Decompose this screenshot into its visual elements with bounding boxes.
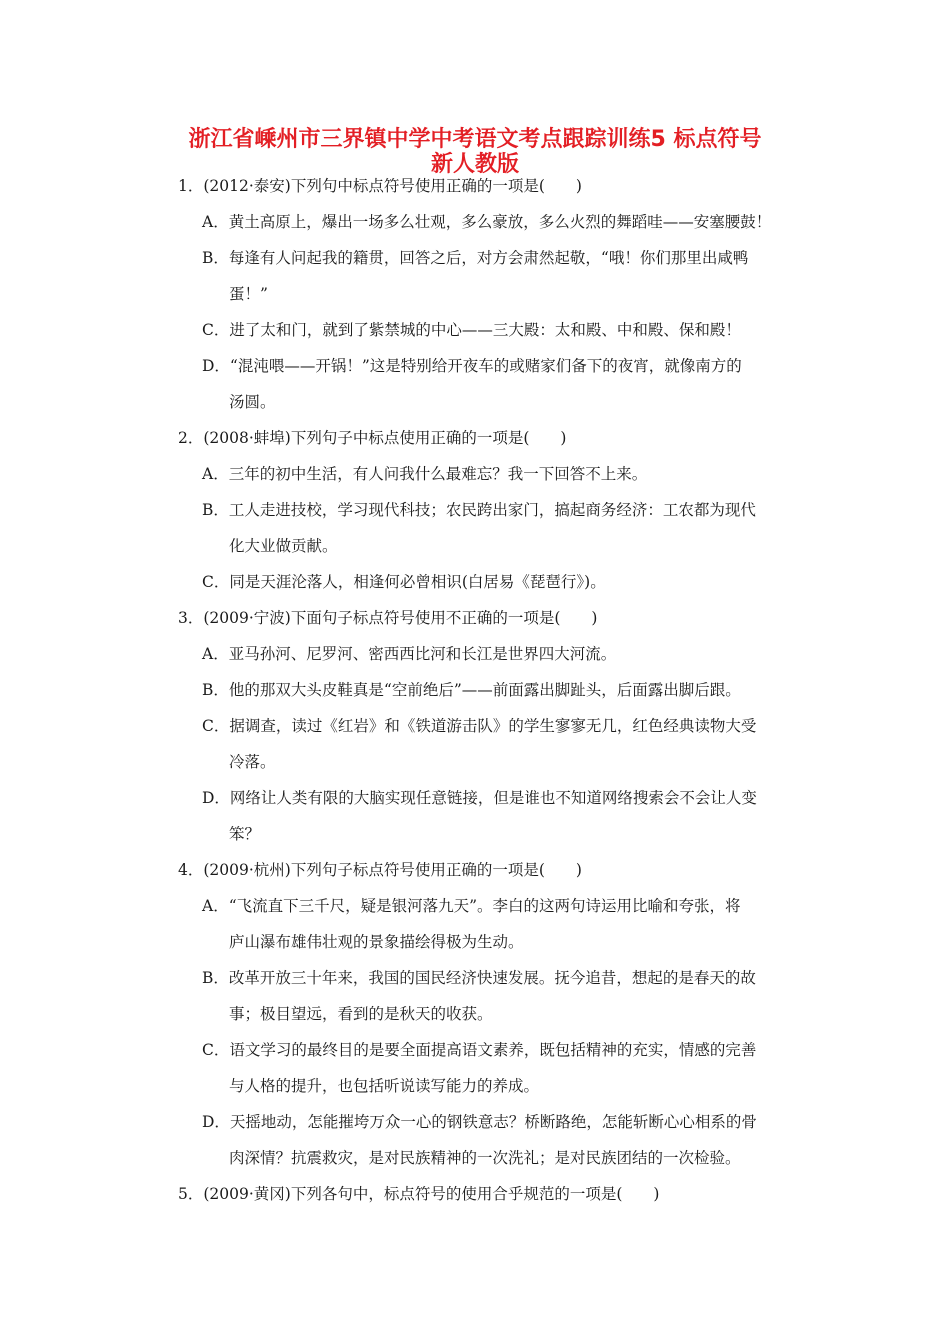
question-4-option-a-continued: 庐山瀑布雄伟壮观的景象描绘得极为生动。 xyxy=(229,933,524,951)
question-1-option-a: A．黄土高原上，爆出一场多么壮观，多么豪放，多么火烈的舞蹈哇——安塞腰鼓！ xyxy=(202,213,772,231)
question-3-stem: 3．(2009·宁波)下面句子标点符号使用不正确的一项是( ) xyxy=(178,609,598,627)
question-5-stem: 5．(2009·黄冈)下列各句中，标点符号的使用合乎规范的一项是( ) xyxy=(178,1185,660,1203)
question-3-option-d-continued: 笨？ xyxy=(229,825,261,843)
question-4-option-c-continued: 与人格的提升，也包括听说读写能力的养成。 xyxy=(229,1077,540,1095)
document-title-line-1: 浙江省嵊州市三界镇中学中考语文考点跟踪训练5 标点符号 xyxy=(188,127,762,152)
question-1-option-b: B．每逢有人问起我的籍贯，回答之后，对方会肃然起敬，“哦！你们那里出咸鸭 xyxy=(202,249,749,267)
question-1-option-c: C．进了太和门，就到了紫禁城的中心——三大殿：太和殿、中和殿、保和殿！ xyxy=(202,321,741,339)
question-1-option-d-continued: 汤圆。 xyxy=(229,393,276,411)
question-3-option-c-continued: 冷落。 xyxy=(229,753,276,771)
question-3-option-d: D．网络让人类有限的大脑实现任意链接，但是谁也不知道网络搜索会不会让人变 xyxy=(202,789,757,807)
question-2-stem: 2．(2008·蚌埠)下列句子中标点使用正确的一项是( ) xyxy=(178,429,567,447)
question-1-option-d: D．“混沌喂——开锅！”这是特别给开夜车的或赌家们备下的夜宵，就像南方的 xyxy=(202,357,742,375)
question-1-option-b-continued: 蛋！” xyxy=(229,285,268,303)
question-4-option-b-continued: 事；极目望远，看到的是秋天的收获。 xyxy=(229,1005,493,1023)
document-title-line-2: 新人教版 xyxy=(430,152,519,177)
question-4-option-c: C．语文学习的最终目的是要全面提高语文素养，既包括精神的充实，情感的完善 xyxy=(202,1041,757,1059)
question-4-option-a: A．“飞流直下三千尺，疑是银河落九天”。李白的这两句诗运用比喻和夸张，将 xyxy=(202,897,741,915)
question-4-option-d-continued: 肉深情？抗震救灾，是对民族精神的一次洗礼；是对民族团结的一次检验。 xyxy=(229,1149,741,1167)
question-2-option-a: A．三年的初中生活，有人问我什么最难忘？我一下回答不上来。 xyxy=(202,465,648,483)
question-2-option-b-continued: 化大业做贡献。 xyxy=(229,537,338,555)
question-3-option-c: C．据调查，读过《红岩》和《铁道游击队》的学生寥寥无几，红色经典读物大受 xyxy=(202,717,757,735)
question-4-stem: 4．(2009·杭州)下列句子标点符号使用正确的一项是( ) xyxy=(178,861,582,879)
question-3-option-b: B．他的那双大头皮鞋真是“空前绝后”——前面露出脚趾头，后面露出脚后跟。 xyxy=(202,681,741,699)
question-1-stem: 1．(2012·泰安)下列句中标点符号使用正确的一项是( ) xyxy=(178,177,582,195)
question-4-option-d: D．天摇地动，怎能摧垮万众一心的钢铁意志？桥断路绝，怎能斩断心心相系的骨 xyxy=(202,1113,757,1131)
question-3-option-a: A．亚马孙河、尼罗河、密西西比河和长江是世界四大河流。 xyxy=(202,645,617,663)
question-4-option-b: B．改革开放三十年来，我国的国民经济快速发展。抚今追昔，想起的是春天的故 xyxy=(202,969,756,987)
question-2-option-b: B．工人走进技校，学习现代科技；农民跨出家门，搞起商务经济：工农都为现代 xyxy=(202,501,756,519)
question-2-option-c: C．同是天涯沦落人，相逢何必曾相识(白居易《琵琶行》)。 xyxy=(202,573,606,591)
